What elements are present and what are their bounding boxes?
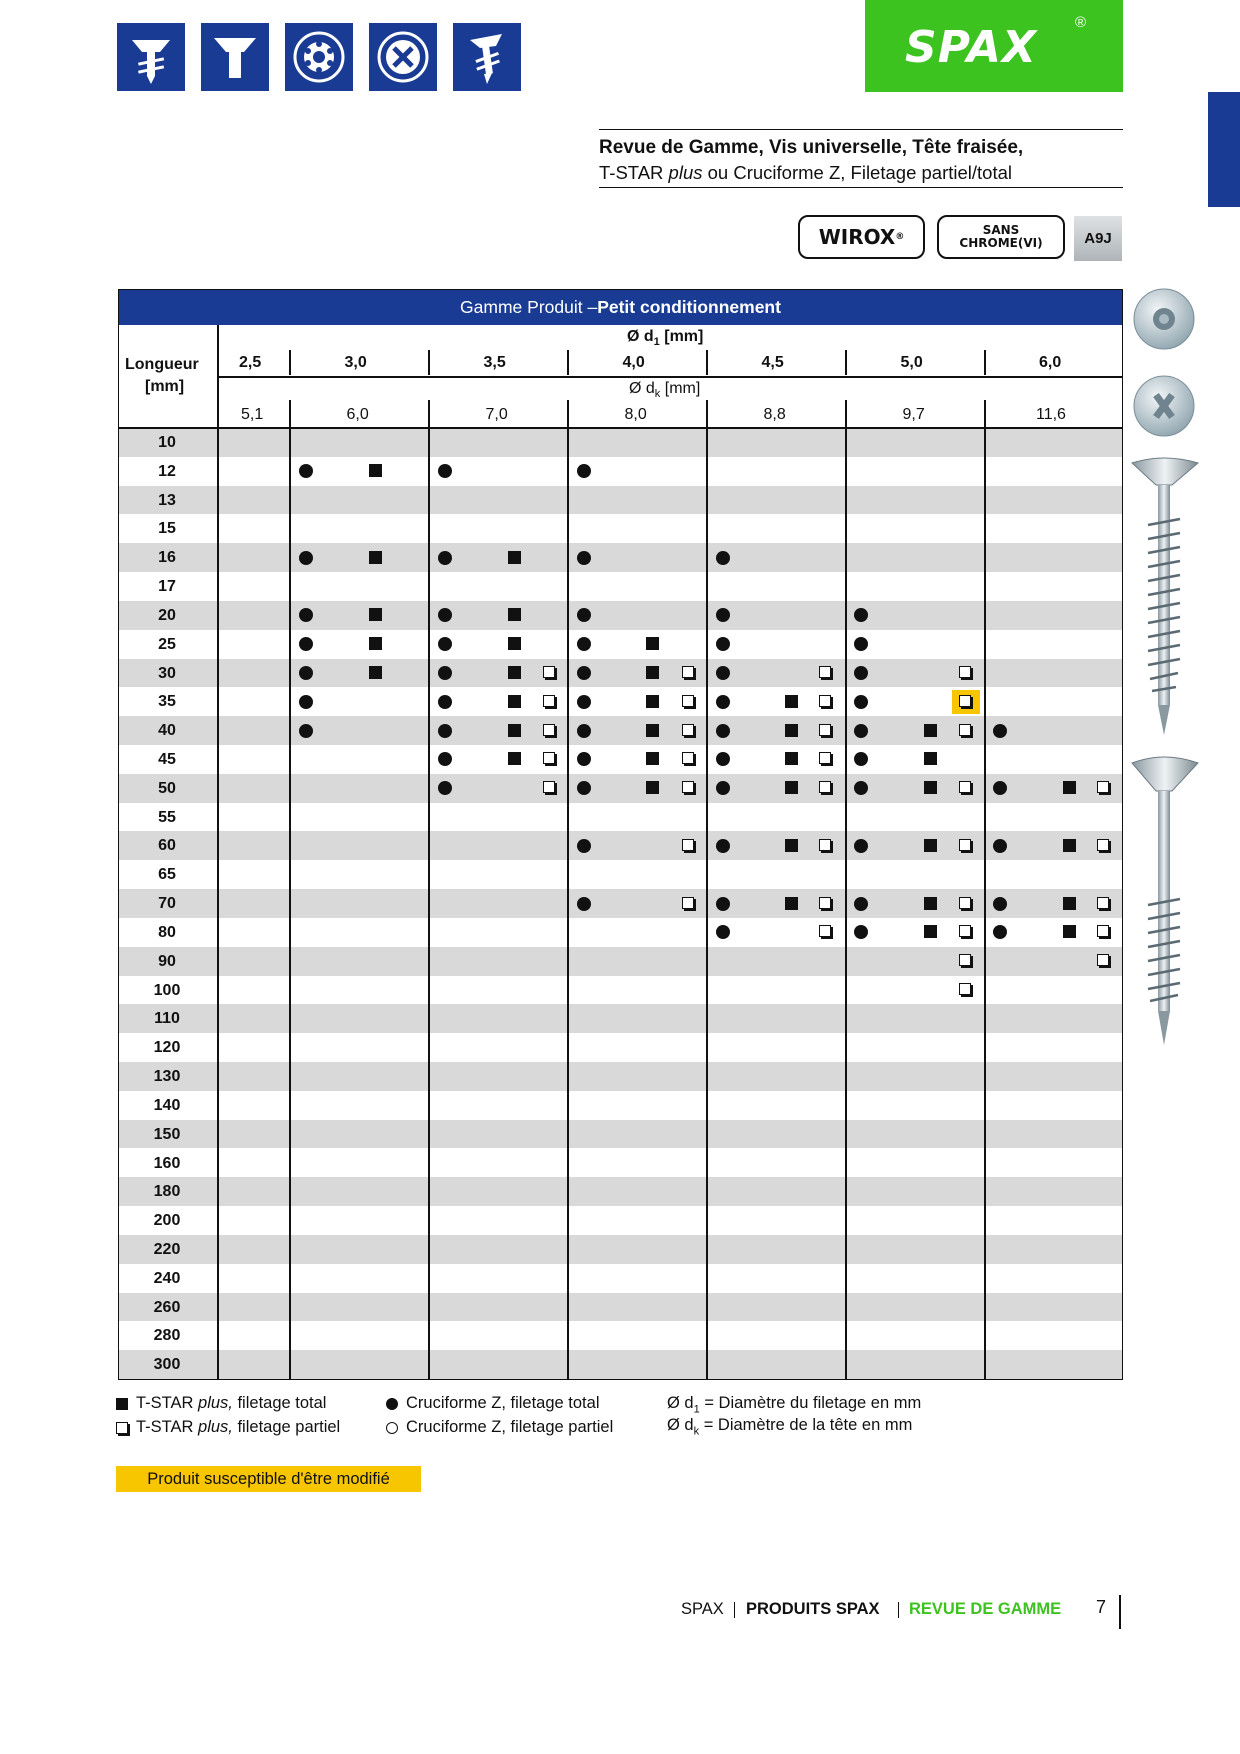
tstar-drive-icon [285, 23, 353, 91]
cross-full-thread-mark [438, 666, 452, 680]
cross-full-thread-mark [299, 551, 313, 565]
tstar-partial-thread-mark [959, 954, 971, 966]
tstar-partial-thread-mark [1097, 925, 1109, 937]
diameter-tick [845, 350, 847, 375]
tstar-partial-thread-mark [543, 695, 555, 707]
tstar-partial-thread-mark [682, 781, 694, 793]
diameter-tick [428, 350, 430, 375]
page-title: Revue de Gamme, Vis universelle, Tête fraisée, [599, 137, 1024, 158]
cross-full-thread-mark [577, 666, 591, 680]
cross-full-thread-mark [854, 695, 868, 709]
tstar-full-thread-mark [369, 551, 382, 564]
cross-head-photo [1134, 376, 1194, 436]
legend-d1-definition: Ø $d_1$ = Diamètre du filetage en mm [667, 1394, 922, 1416]
tstar-partial-thread-mark [543, 724, 555, 736]
table-row [119, 745, 1122, 774]
header-divider [217, 376, 1122, 378]
diameter-tick [289, 350, 291, 375]
partial-thread-screw-photo [1132, 458, 1198, 735]
length-value: 150 [153, 1125, 181, 1143]
table-row [119, 659, 1122, 688]
tstar-partial-thread-mark [819, 839, 831, 851]
tstar-full-thread-mark [785, 695, 798, 708]
legend-cross-full: Cruciforme Z, filetage total [386, 1394, 600, 1413]
tstar-full-thread-mark [646, 781, 659, 794]
table-row [119, 1091, 1122, 1120]
tstar-partial-thread-mark [819, 925, 831, 937]
diameter-header: 3,0 [344, 354, 367, 371]
table-row [119, 774, 1122, 803]
length-value: 140 [153, 1096, 181, 1114]
column-divider [845, 400, 847, 1380]
table-row [119, 976, 1122, 1005]
diameter-header: 6,0 [1039, 354, 1062, 371]
tstar-partial-thread-mark [682, 724, 694, 736]
length-value: 100 [153, 981, 181, 999]
column-divider [567, 400, 569, 1380]
tstar-full-thread-mark [924, 724, 937, 737]
table-row [119, 1004, 1122, 1033]
length-value: 130 [153, 1068, 181, 1086]
tstar-partial-thread-mark [682, 897, 694, 909]
tstar-partial-thread-mark [959, 925, 971, 937]
tstar-partial-thread-mark [819, 897, 831, 909]
cross-full-thread-mark [577, 695, 591, 709]
length-value: 220 [153, 1240, 181, 1258]
coating-code-badge: A9J [1074, 216, 1122, 261]
tstar-full-thread-mark [785, 724, 798, 737]
tstar-partial-thread-mark [959, 983, 971, 995]
tstar-full-thread-mark [1063, 839, 1076, 852]
legend-tstar-full: T-STAR plus, filetage total [116, 1394, 326, 1413]
cross-full-thread-mark [854, 724, 868, 738]
tstar-full-thread-mark [924, 839, 937, 852]
tstar-partial-thread-mark [1097, 954, 1109, 966]
column-divider [428, 400, 430, 1380]
tstar-full-thread-mark [508, 752, 521, 765]
tstar-partial-thread-mark [543, 666, 555, 678]
table-row [119, 803, 1122, 832]
cross-full-thread-mark [438, 551, 452, 565]
page-number: 7 [1096, 1597, 1107, 1617]
footer-separator-1 [734, 1602, 735, 1618]
cross-full-thread-mark [438, 724, 452, 738]
tstar-partial-thread-mark [682, 839, 694, 851]
head-diameter-header: 9,7 [902, 406, 925, 423]
table-row [119, 428, 1122, 457]
footer-page-rule [1119, 1595, 1121, 1629]
cross-full-thread-mark [299, 724, 313, 738]
length-column-divider [217, 325, 219, 1380]
tstar-full-thread-mark [924, 925, 937, 938]
tstar-partial-thread-mark [682, 666, 694, 678]
head-diameter-header: 7,0 [485, 406, 508, 423]
cross-full-thread-mark [854, 897, 868, 911]
tstar-full-thread-mark [646, 666, 659, 679]
cross-full-thread-mark [716, 666, 730, 680]
chrome-free-badge [937, 215, 1065, 259]
table-row [119, 831, 1122, 860]
diameter-tick [984, 350, 986, 375]
tstar-partial-thread-mark [1097, 839, 1109, 851]
cross-full-thread-mark [577, 724, 591, 738]
tstar-partial-thread-mark [959, 897, 971, 909]
screw-angled-icon [453, 23, 521, 91]
table-row [119, 1206, 1122, 1235]
cross-full-thread-mark [299, 695, 313, 709]
table-row [119, 889, 1122, 918]
cross-full-thread-mark [716, 551, 730, 565]
cross-full-thread-mark [577, 839, 591, 853]
page-subtitle: T-STAR plus ou Cruciforme Z, Filetage partiel/total [599, 162, 1012, 183]
tstar-full-thread-mark [646, 637, 659, 650]
head-diameter-header: 11,6 [1036, 406, 1066, 423]
body-top-rule [119, 427, 1122, 429]
wirox-label: WIROX [818, 225, 896, 249]
length-value: 180 [153, 1183, 181, 1201]
diameter-header: 5,0 [900, 354, 923, 371]
table-row [119, 1149, 1122, 1178]
head-diameter-header: 8,8 [763, 406, 786, 423]
length-value: 17 [158, 578, 176, 596]
tstar-partial-thread-mark [819, 752, 831, 764]
table-row [119, 1264, 1122, 1293]
column-divider [706, 400, 708, 1380]
length-value: 30 [158, 664, 176, 682]
cross-full-thread-mark [993, 839, 1007, 853]
footer-separator-2 [898, 1602, 899, 1618]
tstar-full-thread-mark [646, 752, 659, 765]
length-value: 40 [158, 722, 176, 740]
head-diameter-header: 5,1 [241, 406, 264, 423]
tstar-full-thread-mark [508, 724, 521, 737]
length-value: 240 [153, 1269, 181, 1287]
tstar-full-thread-mark [1063, 897, 1076, 910]
screw-full-thread-icon [201, 23, 269, 91]
tstar-partial-thread-mark [819, 724, 831, 736]
tstar-full-thread-mark [785, 839, 798, 852]
tstar-partial-thread-mark [682, 752, 694, 764]
tstar-partial-thread-mark [819, 695, 831, 707]
table-row [119, 1120, 1122, 1149]
head-diameter-header: 6,0 [346, 406, 369, 423]
tstar-full-thread-mark [924, 781, 937, 794]
length-value: 90 [158, 952, 176, 970]
tstar-full-thread-mark [785, 781, 798, 794]
head-diameter-header: 8,0 [624, 406, 647, 423]
brand-logo [865, 0, 1123, 92]
column-divider [289, 400, 291, 1380]
length-value: 65 [158, 866, 176, 884]
tstar-full-thread-mark [369, 464, 382, 477]
table-heading: Gamme Produit – Petit conditionnement [118, 289, 1123, 325]
open-circle-icon [386, 1422, 398, 1434]
registered-mark: ® [1075, 14, 1087, 31]
filled-square-icon [116, 1398, 128, 1410]
tstar-full-thread-mark [1063, 781, 1076, 794]
screw-product-images [1130, 285, 1202, 1050]
length-value: 13 [158, 491, 176, 509]
footer-subsection: REVUE DE GAMME [909, 1600, 1062, 1618]
length-value: 110 [154, 1010, 180, 1028]
legend-cross-partial: Cruciforme Z, filetage partiel [386, 1418, 613, 1437]
table-row [119, 1062, 1122, 1091]
length-value: 35 [158, 693, 176, 711]
cross-full-thread-mark [993, 724, 1007, 738]
table-row [119, 1350, 1122, 1379]
d1-header: Ø $d_1$ [mm] [627, 328, 704, 349]
tstar-partial-thread-mark [819, 666, 831, 678]
tstar-full-thread-mark [508, 637, 521, 650]
length-value: 12 [158, 462, 176, 480]
table-row [119, 860, 1122, 889]
length-value: 60 [158, 837, 176, 855]
diameter-header: 4,5 [761, 354, 784, 371]
table-row [119, 716, 1122, 745]
section-tab [1208, 92, 1240, 207]
length-value: 120 [153, 1039, 181, 1057]
cross-full-thread-mark [299, 666, 313, 680]
column-divider [984, 400, 986, 1380]
cross-full-thread-mark [716, 695, 730, 709]
tstar-full-thread-mark [369, 666, 382, 679]
tstar-partial-thread-mark [543, 752, 555, 764]
full-thread-screw-photo [1132, 757, 1198, 1045]
open-square-icon [116, 1422, 128, 1434]
table-row [119, 543, 1122, 572]
filled-circle-icon [386, 1398, 398, 1410]
tstar-partial-thread-mark [959, 781, 971, 793]
tstar-partial-thread-mark [959, 666, 971, 678]
table-row [119, 1235, 1122, 1264]
screw-partial-thread-icon [117, 23, 185, 91]
tstar-full-thread-mark [508, 608, 521, 621]
table-row [119, 1033, 1122, 1062]
tstar-partial-thread-mark [959, 724, 971, 736]
modification-note: Produit susceptible d'être modifié [116, 1466, 421, 1492]
length-value: 50 [158, 779, 176, 797]
diameter-header: 4,0 [622, 354, 645, 371]
cross-full-thread-mark [577, 551, 591, 565]
tstar-full-thread-mark [508, 551, 521, 564]
tstar-full-thread-mark [646, 695, 659, 708]
legend-tstar-partial: T-STAR plus, filetage partiel [116, 1418, 340, 1437]
tstar-full-thread-mark [508, 666, 521, 679]
length-value: 55 [158, 808, 176, 826]
wirox-badge: WIROX ® [798, 215, 925, 259]
tstar-head-photo [1134, 289, 1194, 349]
tstar-full-thread-mark [508, 695, 521, 708]
table-row [119, 601, 1122, 630]
footer-brand: SPAX [681, 1600, 724, 1618]
tstar-full-thread-mark [785, 897, 798, 910]
cross-full-thread-mark [854, 839, 868, 853]
length-value: 160 [153, 1154, 181, 1172]
legend-dk-definition: Ø $d_k$ = Diamètre de la tête en mm [667, 1416, 913, 1438]
length-unit-header: [mm] [145, 378, 185, 395]
cross-full-thread-mark [438, 695, 452, 709]
diameter-tick [567, 350, 569, 375]
length-value: 25 [158, 635, 176, 653]
chrome-free-label-2: CHROME(VI) [959, 236, 1043, 250]
tstar-full-thread-mark [924, 897, 937, 910]
table-row [119, 1321, 1122, 1350]
table-row [119, 486, 1122, 515]
length-value: 80 [158, 923, 176, 941]
length-value: 70 [158, 895, 176, 913]
table-row [119, 947, 1122, 976]
length-value: 16 [158, 549, 176, 567]
tstar-partial-thread-mark [959, 695, 971, 707]
tstar-full-thread-mark [924, 752, 937, 765]
tstar-full-thread-mark [646, 724, 659, 737]
tstar-partial-thread-mark [959, 839, 971, 851]
cross-full-thread-mark [716, 724, 730, 738]
tstar-full-thread-mark [369, 637, 382, 650]
tstar-partial-thread-mark [1097, 897, 1109, 909]
cross-full-thread-mark [993, 897, 1007, 911]
tstar-partial-thread-mark [819, 781, 831, 793]
length-value: 300 [153, 1356, 181, 1374]
table-row [119, 514, 1122, 543]
tstar-partial-thread-mark [543, 781, 555, 793]
diameter-header: 2,5 [239, 354, 262, 371]
table-row [119, 1293, 1122, 1322]
cross-full-thread-mark [854, 666, 868, 680]
title-rule-top [599, 129, 1123, 130]
dk-header: Ø $d_k$ [mm] [629, 380, 701, 401]
tstar-full-thread-mark [369, 608, 382, 621]
table-row [119, 1177, 1122, 1206]
cross-drive-icon [369, 23, 437, 91]
cross-full-thread-mark [716, 839, 730, 853]
title-rule-bottom [599, 187, 1123, 188]
diameter-tick [706, 350, 708, 375]
length-value: 45 [158, 751, 176, 769]
length-value: 10 [158, 434, 176, 451]
tstar-full-thread-mark [1063, 925, 1076, 938]
tstar-partial-thread-mark [682, 695, 694, 707]
length-value: 20 [158, 606, 176, 624]
length-value: 260 [153, 1298, 181, 1316]
table-row [119, 572, 1122, 601]
table-row [119, 630, 1122, 659]
table-row [119, 457, 1122, 486]
length-header: Longueur [125, 356, 199, 373]
length-value: 15 [158, 520, 176, 538]
tstar-partial-thread-mark [1097, 781, 1109, 793]
chrome-free-label-1: SANS [982, 223, 1020, 237]
table-row [119, 918, 1122, 947]
cross-full-thread-mark [716, 897, 730, 911]
diameter-header: 3,5 [483, 354, 506, 371]
length-value: 280 [153, 1327, 181, 1345]
footer-section: PRODUITS SPAX [746, 1600, 880, 1618]
brand-wordmark: SPAX [905, 22, 1037, 73]
cross-full-thread-mark [577, 897, 591, 911]
tstar-full-thread-mark [785, 752, 798, 765]
length-value: 200 [153, 1212, 181, 1230]
